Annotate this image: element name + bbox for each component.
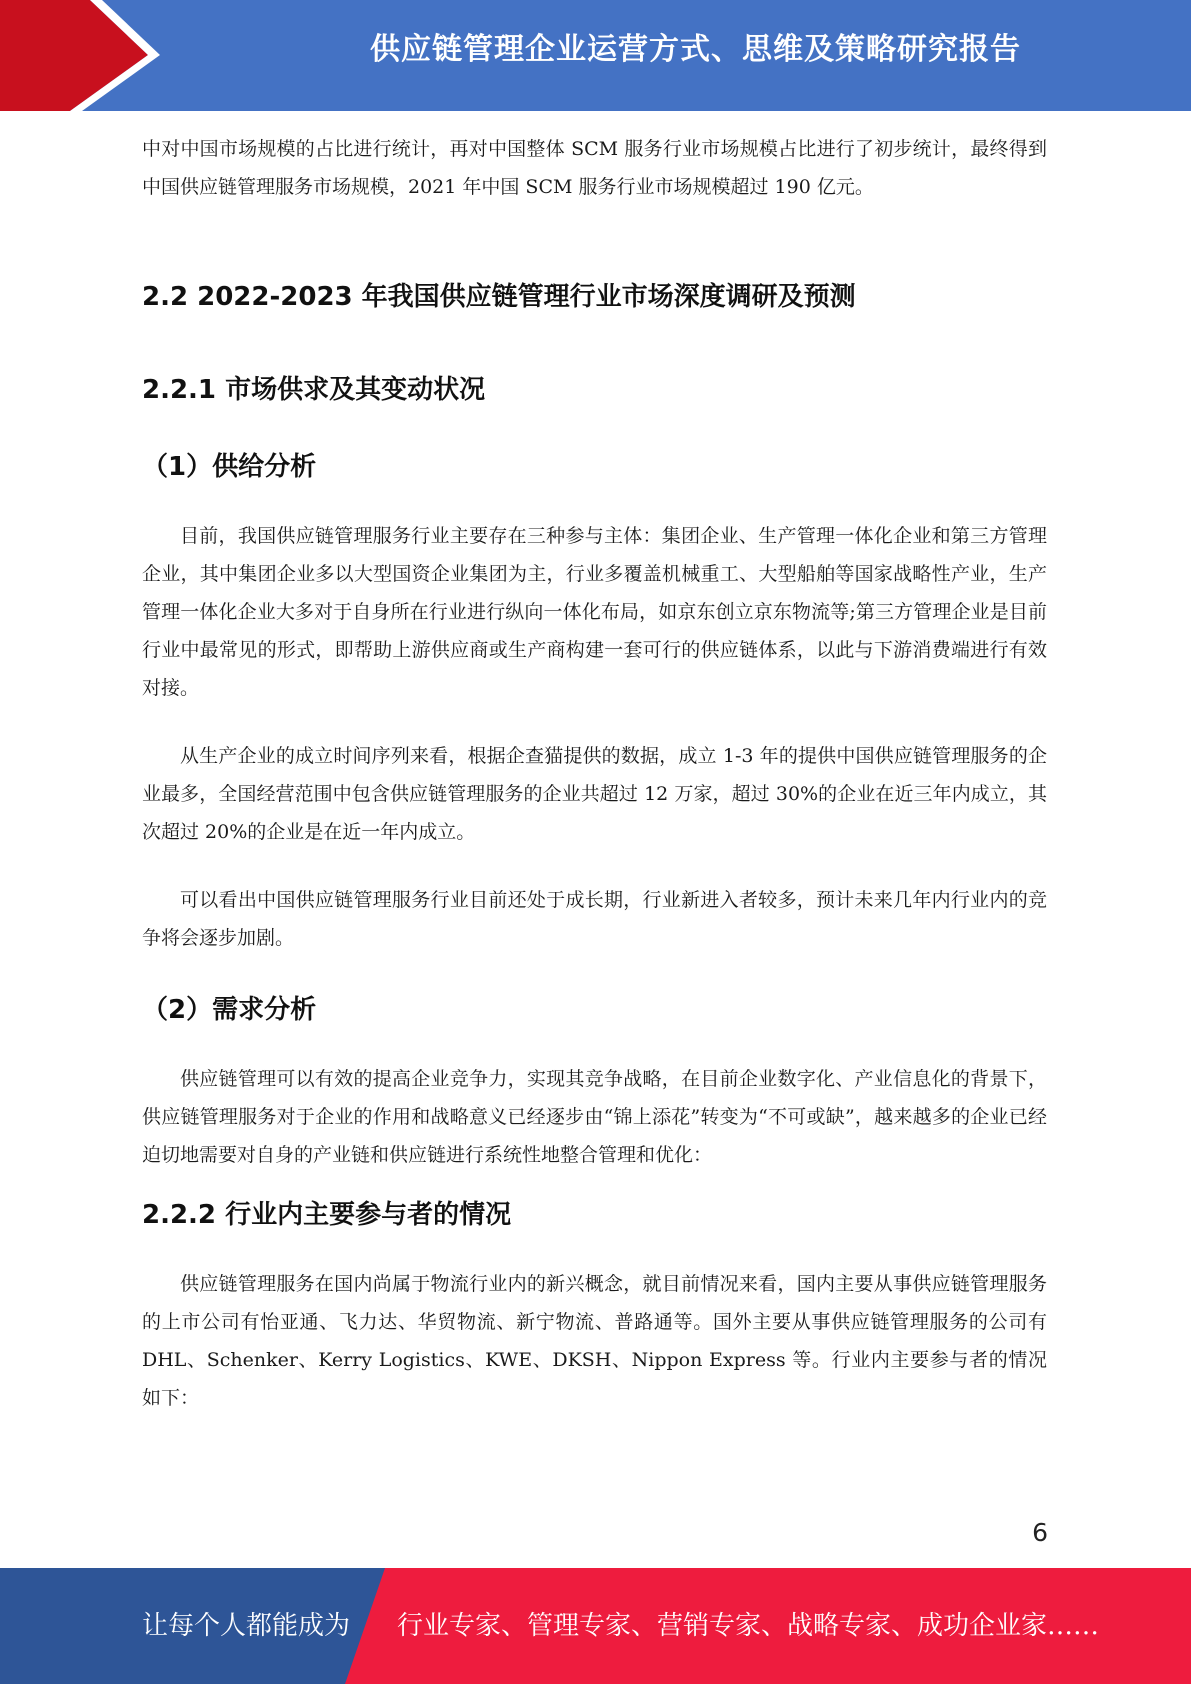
supply-paragraph-2: 从生产企业的成立时间序列来看，根据企查猫提供的数据，成立 1-3 年的提供中国供应链管理服务的企业最多，全国经营范围中包含供应链管理服务的企业共超过 12 万家，超过 30%的企业在近三年内成立，其次超过 20%的企业是在近一年内成立。 [142,745,1047,843]
report-title: 供应链管理企业运营方式、思维及策略研究报告 [370,32,1021,67]
section-2-2-1-heading: 2.2.1 市场供求及其变动状况 [142,375,486,405]
supply-paragraph-3: 可以看出中国供应链管理服务行业目前还处于成长期，行业新进入者较多，预计未来几年内行业内的竞争将会逐步加剧。 [142,889,1047,949]
page-footer [0,1568,1191,1684]
supply-paragraph-1: 目前，我国供应链管理服务行业主要存在三种参与主体：集团企业、生产管理一体化企业和第三方管理企业，其中集团企业多以大型国资企业集团为主，行业多覆盖机械重工、大型船舶等国家战略性产业，生产管理一体化企业大多对于自身所在行业进行纵向一体化布局，如京东创立京东物流等;第三方管理企业是目前行业中最常见的形式，即帮助上游供应商或生产商构建一套可行的供应链体系，以此与下游消费端进行有效对接。 [142,525,1047,699]
demand-paragraph: 供应链管理可以有效的提高企业竞争力，实现其竞争战略，在目前企业数字化、产业信息化的背景下，供应链管理服务对于企业的作用和战略意义已经逐步由“锦上添花”转变为“不可或缺”，越来越多的企业已经迫切地需要对自身的产业链和供应链进行系统性地整合管理和优化： [142,1068,1047,1166]
demand-analysis-heading: （2）需求分析 [142,995,317,1025]
participants-paragraph: 供应链管理服务在国内尚属于物流行业内的新兴概念，就目前情况来看，国内主要从事供应链管理服务的上市公司有怡亚通、飞力达、华贸物流、新宁物流、普路通等。国外主要从事供应链管理服务的公司有 DHL、Schenker、Kerry Logistics、KWE、DKSH、Nippon Express 等。行业内主要参与者的情况如下： [142,1273,1047,1409]
page-content [142,130,1047,1417]
footer-slogan-right: 行业专家、管理专家、营销专家、战略专家、成功企业家…… [397,1611,1100,1641]
footer-slogan-left: 让每个人都能成为 [142,1611,351,1641]
page-number: 6 [1032,1518,1048,1547]
section-2-2-heading: 2.2 2022-2023 年我国供应链管理行业市场深度调研及预测 [142,282,856,312]
intro-paragraph: 中对中国市场规模的占比进行统计，再对中国整体 SCM 服务行业市场规模占比进行了初步统计，最终得到中国供应链管理服务市场规模，2021 年中国 SCM 服务行业市场规模超过 190 亿元。 [142,138,1047,198]
supply-analysis-heading: （1）供给分析 [142,452,317,482]
page-header [0,0,1191,111]
section-2-2-2-heading: 2.2.2 行业内主要参与者的情况 [142,1200,512,1230]
